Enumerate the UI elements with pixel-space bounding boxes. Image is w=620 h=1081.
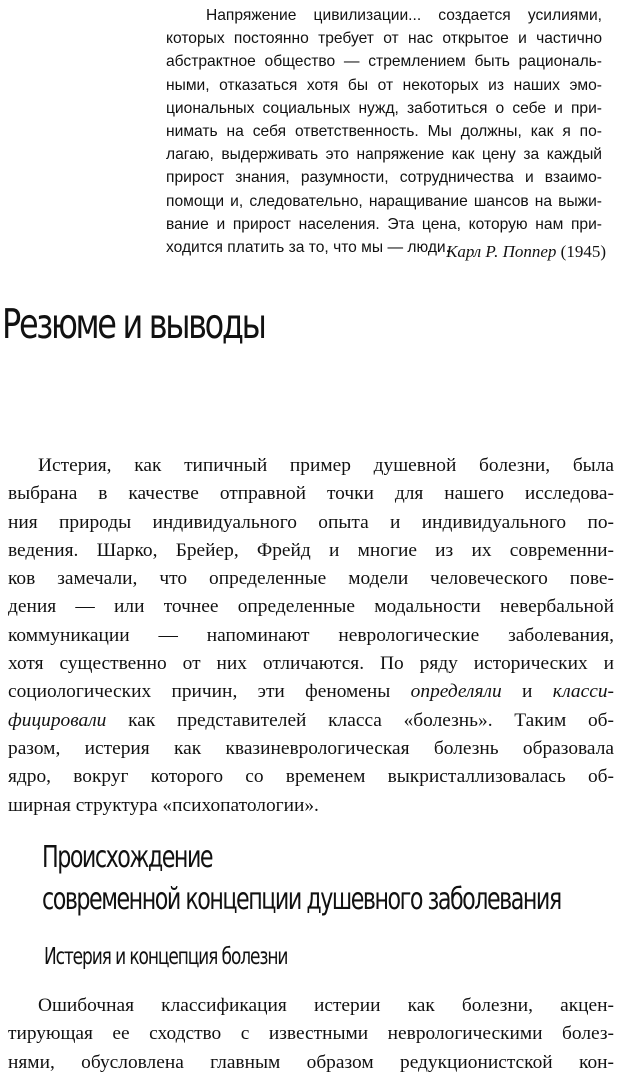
text-line: выбрана в качестве отправной точки для нашего исследова- (8, 483, 614, 505)
epigraph-year: (1945) (560, 242, 606, 261)
epigraph-line: абстрактное общество — стремлением быть рациональ- (166, 53, 602, 71)
text-segment: как представителей класса «болезнь». Таким об- (106, 709, 614, 731)
text-line: ния природы индивидуального опыта и индивидуального по- (8, 511, 614, 533)
summary-paragraph (8, 452, 614, 820)
epigraph-line: прирост знания, разумности, сотрудничества и взаимо- (166, 169, 602, 187)
epigraph-line: Напряжение цивилизации... создается усилиями, (206, 7, 602, 24)
text-line-mixed (8, 707, 614, 735)
epigraph (166, 4, 602, 259)
sub-subheading: Истерия и концепция болезни (44, 944, 288, 970)
text-line: Ошибочная классификация истерии как болезни, акцен- (38, 995, 614, 1016)
text-line: ведения. Шарко, Брейер, Фрейд и многие из их современни- (8, 539, 614, 561)
paragraph-2 (8, 992, 614, 1077)
text-line: Истерия, как типичный пример душевной болезни, была (38, 455, 614, 476)
epigraph-line: нимать на себя ответственность. Мы должны, как я по- (166, 123, 602, 141)
text-line-mixed (8, 678, 614, 706)
text-line: тирующая ее сходство с известными неврологическими болез- (8, 1023, 614, 1045)
text-line: хотя существенно от них отличаются. По ряду исторических и (8, 653, 614, 675)
epigraph-author: Карл Р. Поппер (446, 242, 557, 261)
epigraph-line: лагаю, выдерживать это напряжение как цену за каждый (166, 146, 602, 164)
emphasis-text: класси- (552, 681, 614, 703)
emphasis-text: определяли (410, 681, 502, 703)
text-line: дения — или точнее определенные модальности невербальной (8, 596, 614, 618)
epigraph-line: помощи и, следовательно, наращивание шансов на выжи- (166, 192, 602, 210)
section-title: Резюме и выводы (2, 300, 265, 348)
text-line: разом, истерия как квазиневрологическая болезнь образовала (8, 737, 614, 759)
text-line: нями, обусловлена главным образом редукционистской кон- (8, 1051, 614, 1073)
text-line: ширная структура «психопатологии». (8, 794, 319, 816)
text-segment: социологических причин, эти феномены (8, 681, 391, 703)
epigraph-line: которых постоянно требует от нас открытое и частично (166, 30, 602, 48)
epigraph-line: ными, отказаться хотя бы от некоторых из наших эмо- (166, 76, 602, 94)
subheading-line-2: современной концепции душевного заболевания (42, 882, 561, 917)
epigraph-line: вание и прирост населения. Эта цена, которую нам при- (166, 215, 602, 233)
epigraph-line: циональных социальных нужд, заботиться о себе и при- (166, 99, 602, 117)
text-line: коммуникации — напоминают неврологические заболевания, (8, 624, 614, 646)
subheading-line-1: Происхождение (42, 840, 213, 875)
epigraph-line: ходится платить за то, что мы — люди. (166, 239, 450, 257)
text-segment: и (522, 681, 533, 703)
epigraph-attribution (446, 240, 606, 264)
text-line: ядро, вокруг которого со временем выкристаллизовалась об- (8, 766, 614, 788)
emphasis-text: фицировали (8, 709, 107, 731)
text-line: ков замечали, что определенные модели человеческого пове- (8, 568, 614, 590)
